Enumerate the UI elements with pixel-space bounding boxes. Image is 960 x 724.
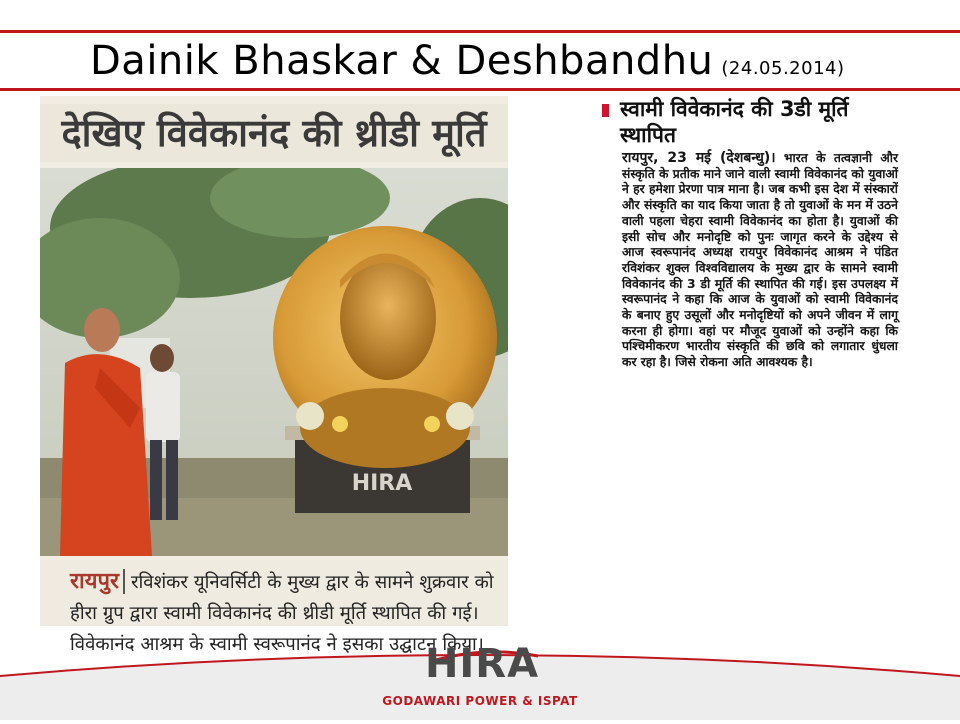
hira-logo: HIRA: [424, 641, 540, 687]
title-date: (24.05.2014): [721, 58, 845, 79]
caption-city: रायपुर: [70, 569, 125, 594]
article-text: भारत के तत्वज्ञानी और संस्कृति के प्रतीक माने जाने वाली स्वामी विवेकानंद को युवाओं ने हर हमेशा प्रेरणा पात्र माना है। जब कभी इस देश में संस्कारों और संस्कृति का याद किया जाता है तो युवाओं के मन में उठने वाली पहला चेहरा स्वामी विवेकानंद का होता है। युवाओं की इसी सोच और मनोदृष्टि को पुनः जागृत करने के उद्देश्य से आज स्वरूपानंद अध्यक्ष रायपुर विवेकानंद आश्रम ने पंडित रविशंकर शुक्ल विश्वविद्यालय के मुख्य द्वार के सामने स्वामी विवेकानंद की 3 डी मूर्ति की स्थापित की गई। इस उपलक्ष्य में स्वरूपानंद ने कहा कि आज के युवाओं को स्वामी विवेकानंद के बनाए हुए उसूलों और मनोदृष्टियों को अपने जीवन में लागू करना ही होगा। वहां पर मौजूद युवाओं को उन्होंने कहा कि पश्चिमीकरण भारतीय संस्कृति की छवि को लगातार धुंधला कर रहा है। जिसे रोकना अति आवश्यक है।: [622, 151, 899, 370]
dainik-bhaskar-clipping: [40, 96, 508, 655]
article-headline: स्वामी विवेकानंद की 3डी मूर्ति स्थापित: [620, 97, 849, 147]
article-body: [622, 151, 898, 371]
pedestal-logo: HIRA: [351, 471, 413, 496]
caption-text: रविशंकर यूनिवर्सिटी के मुख्य द्वार के सामने शुक्रवार को हीरा ग्रुप द्वारा स्वामी विवेकानंद की थ्रीडी मूर्ति स्थापित की गई। विवेकानंद आश्रम के स्वामी स्वरूपानंद ने इसका उद्घाटन किया।: [70, 572, 494, 655]
page-title: [90, 38, 845, 84]
header-top-rule: [0, 30, 960, 33]
company-tagline: GODAWARI POWER & ISPAT: [382, 694, 578, 708]
deshbandhu-clipping: [598, 96, 898, 634]
title-text: Dainik Bhaskar & Deshbandhu: [90, 38, 714, 84]
clipping-headline: देखिए विवेकानंद की थ्रीडी मूर्ति: [40, 104, 508, 162]
header-bottom-rule: [0, 88, 960, 91]
article-dateline: रायपुर, 23 मई (देशबन्धु)।: [622, 150, 776, 166]
statue-photo: [40, 168, 508, 556]
statue-photo-illustration: [40, 168, 508, 556]
photo-caption: [40, 560, 508, 655]
headline-bullet: [602, 104, 609, 117]
